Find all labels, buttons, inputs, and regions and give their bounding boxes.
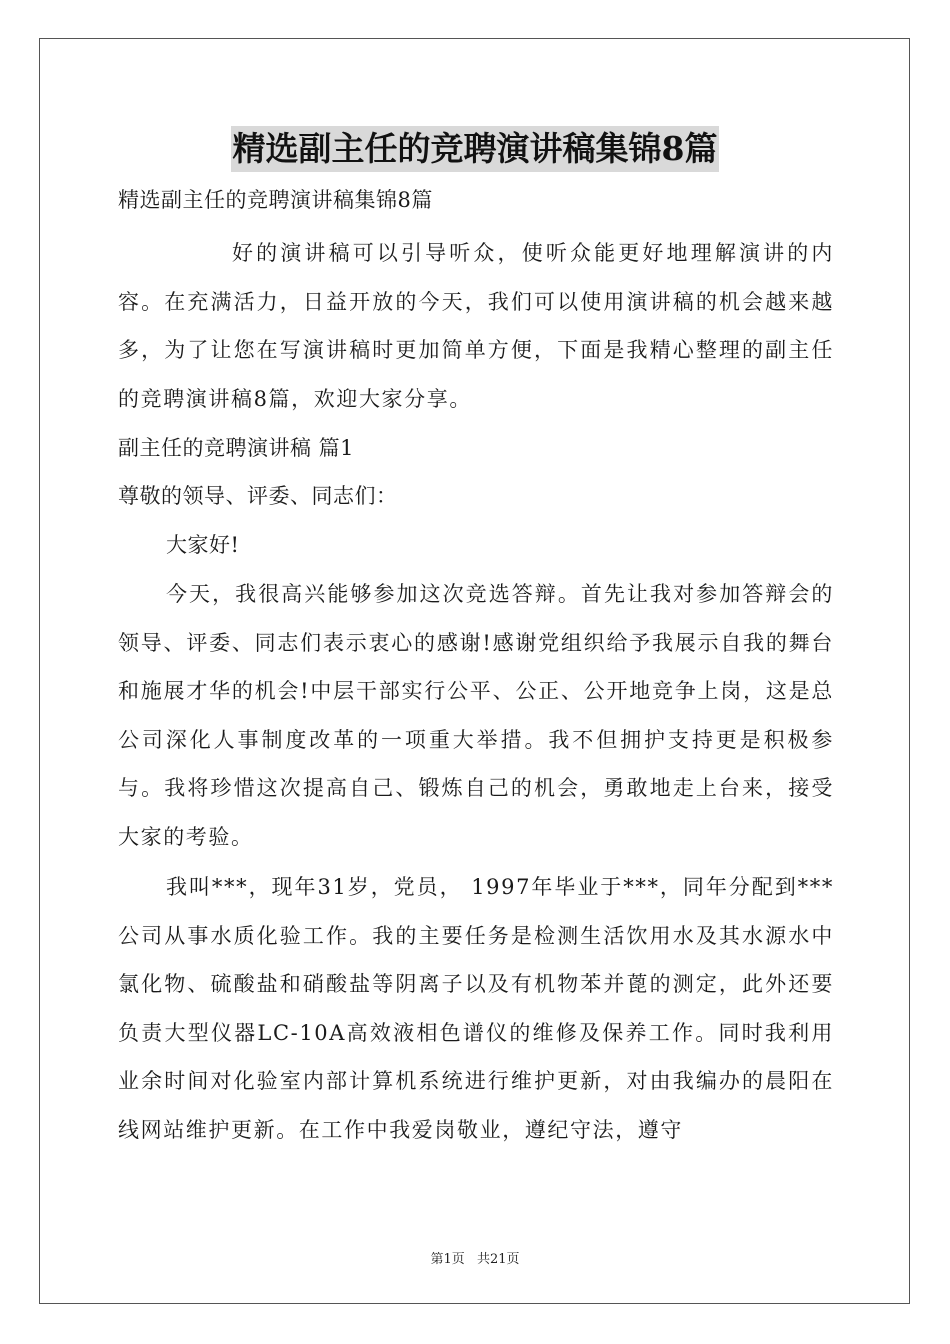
greeting: 大家好! — [166, 533, 240, 557]
salutation: 尊敬的领导、评委、同志们： — [118, 484, 398, 508]
section-heading: 副主任的竞聘演讲稿 篇1 — [118, 436, 355, 460]
title-container — [0, 126, 950, 172]
page-total: 共21页 — [476, 1252, 520, 1267]
document-body — [118, 177, 834, 1154]
document-title: 精选副主任的竞聘演讲稿集锦8篇 — [231, 126, 720, 172]
intro-paragraph: 好的演讲稿可以引导听众，使听众能更好地理解演讲的内容。在充满活力，日益开放的今天，我们可以使用演讲稿的机会越来越多，为了让您在写演讲稿时更加简单方便，下面是我精心整理的副主任的竞聘演讲稿8篇，欢迎大家分享。 — [118, 241, 834, 411]
document-subtitle: 精选副主任的竞聘演讲稿集锦8篇 — [118, 188, 433, 212]
body-paragraph-1: 今天，我很高兴能够参加这次竞选答辩。首先让我对参加答辩会的领导、评委、同志们表示衷心的感谢!感谢党组织给予我展示自我的舞台和施展才华的机会!中层干部实行公平、公正、公开地竞争上岗，这是总公司深化人事制度改革的一项重大举措。我不但拥护支持更是积极参与。我将珍惜这次提高自己、锻炼自己的机会，勇敢地走上台来，接受大家的考验。 — [118, 582, 834, 849]
page-footer — [0, 1248, 950, 1267]
page-number: 第1页 — [430, 1252, 465, 1267]
body-paragraph-2: 我叫***，现年31岁，党员， 1997年毕业于***，同年分配到***公司从事水质化验工作。我的主要任务是检测生活饮用水及其水源水中氯化物、硫酸盐和硝酸盐等阴离子以及有机物苯并蓖的测定，此外还要负责大型仪器LC-10A高效液相色谱仪的维修及保养工作。同时我利用业余时间对化验室内部计算机系统进行维护更新，对由我编办的晨阳在线网站维护更新。在工作中我爱岗敬业，遵纪守法，遵守 — [118, 875, 834, 1142]
